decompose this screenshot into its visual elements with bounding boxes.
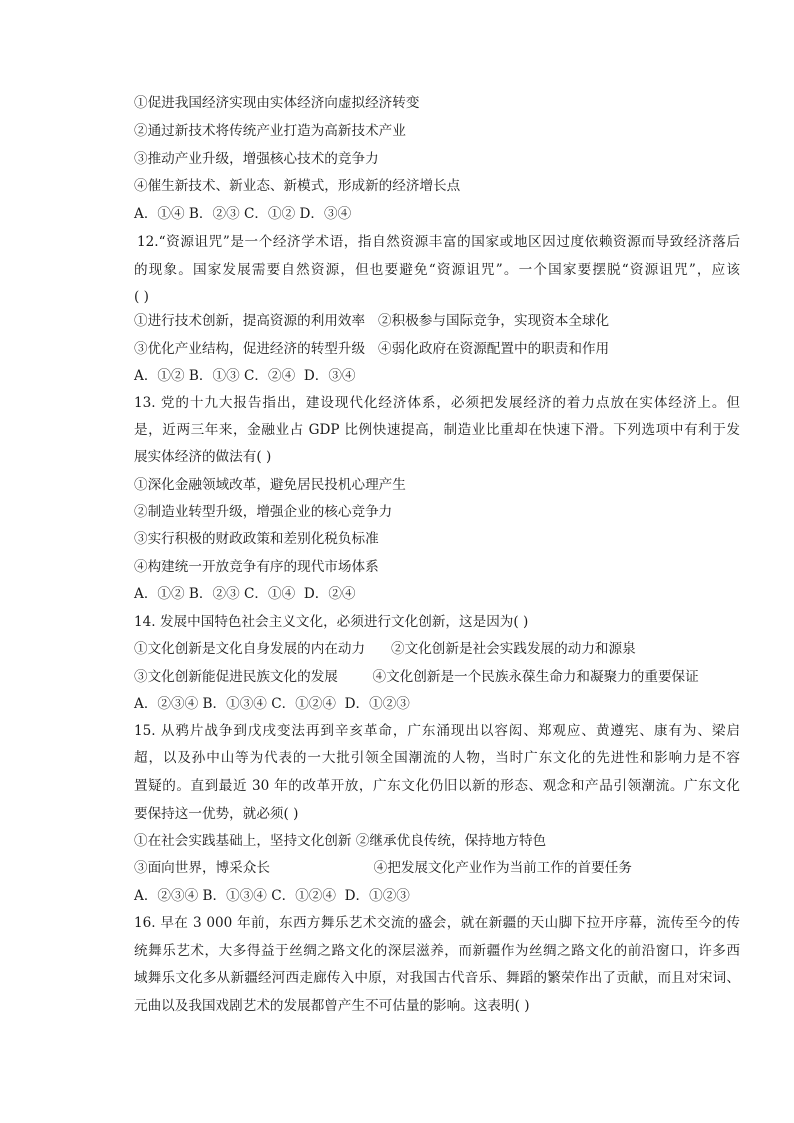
q15-stem-line-3: 置疑的。直到最近 30 年的改革开放，广东文化仍旧以新的形态、观念和产品引领潮流。广东文化: [134, 778, 740, 794]
q13-stem-line-2: 是，近两三年来，金融业占 GDP 比例快速提高，制造业比重却在快速下滑。下列选项中有利于发: [134, 422, 740, 438]
q12-options-1-2: ①进行技术创新，提高资源的利用效率 ②积极参与国际竞争，实现资本全球化: [134, 313, 610, 329]
q11-option-4: ④催生新技术、新业态、新模式，形成新的经济增长点: [134, 178, 461, 194]
q15-options-3-4: ③面向世界，博采众长 ④把发展文化产业作为当前工作的首要任务: [134, 860, 632, 876]
q16-stem-line-2: 统舞乐艺术，大多得益于丝绸之路文化的深层滋养，而新疆作为丝绸之路文化的前沿窗口，许多西: [134, 943, 740, 959]
q11-answers: A．①④ B．②③ C．①② D．③④: [134, 206, 352, 222]
q14-options-1-2: ①文化创新是文化自身发展的内在动力 ②文化创新是社会实践发展的动力和源泉: [134, 641, 636, 657]
q11-option-2: ②通过新技术将传统产业打造为高新技术产业: [134, 123, 406, 139]
q12-stem-line-2: 的现象。国家发展需要自然资源，但也要避免“资源诅咒”。一个国家要摆脱“资源诅咒”，应该: [134, 262, 740, 278]
q15-stem-line-1: 15. 从鸦片战争到戊戌变法再到辛亥革命，广东涌现出以容闳、郑观应、黄遵宪、康有为、梁启: [134, 723, 740, 739]
q13-answers: A．①② B．②③ C．①④ D．②④: [134, 586, 356, 602]
q13-stem-line-1: 13. 党的十九大报告指出，建设现代化经济体系，必须把发展经济的着力点放在实体经济上。但: [134, 395, 740, 411]
q14-stem: 14. 发展中国特色社会主义文化，必须进行文化创新，这是因为( ): [134, 614, 529, 630]
q13-option-3: ③实行积极的财政政策和差别化税负标准: [134, 531, 379, 547]
q12-options-3-4: ③优化产业结构，促进经济的转型升级 ④弱化政府在资源配置中的职责和作用: [134, 341, 610, 357]
q12-stem-line-1: 12.“资源诅咒”是一个经济学术语，指自然资源丰富的国家或地区因过度依赖资源而导致经济落后: [137, 234, 740, 250]
q13-option-4: ④构建统一开放竞争有序的现代市场体系: [134, 559, 379, 575]
q13-stem-line-3: 展实体经济的做法有( ): [134, 449, 272, 465]
q16-stem-line-3: 域舞乐文化多从新疆经河西走廊传入中原，对我国古代音乐、舞蹈的繁荣作出了贡献，而且对宋词、: [134, 970, 740, 986]
q11-option-1: ①促进我国经济实现由实体经济向虚拟经济转变: [134, 95, 420, 111]
q15-options-1-2: ①在社会实践基础上，坚持文化创新 ②继承优良传统，保持地方特色: [134, 833, 547, 849]
q16-stem-line-1: 16. 早在 3 000 年前，东西方舞乐艺术交流的盛会，就在新疆的天山脚下拉开序幕，流传至今的传: [134, 915, 740, 931]
q15-stem-line-2: 超，以及孙中山等为代表的一大批引领全国潮流的人物，当时广东文化的先进性和影响力是不容: [134, 750, 740, 766]
q13-option-1: ①深化金融领域改革，避免居民投机心理产生: [134, 477, 406, 493]
q16-stem-line-4: 元曲以及我国戏剧艺术的发展都曾产生不可估量的影响。这表明( ): [134, 998, 530, 1014]
q13-option-2: ②制造业转型升级，增强企业的核心竞争力: [134, 504, 393, 520]
q11-option-3: ③推动产业升级，增强核心技术的竞争力: [134, 151, 379, 167]
q14-options-3-4: ③文化创新能促进民族文化的发展 ④文化创新是一个民族永葆生命力和凝聚力的重要保证: [134, 669, 699, 685]
q12-stem-line-3: ( ): [134, 289, 149, 305]
q15-answers: A．②③④ B．①③④ C．①②④ D．①②③: [134, 888, 410, 904]
q15-stem-line-4: 要保持这一优势，就必须( ): [134, 806, 299, 822]
q14-answers: A．②③④ B．①③④ C．①②④ D．①②③: [134, 696, 410, 712]
q12-answers: A．①② B．①③ C．②④ D．③④: [134, 368, 356, 384]
